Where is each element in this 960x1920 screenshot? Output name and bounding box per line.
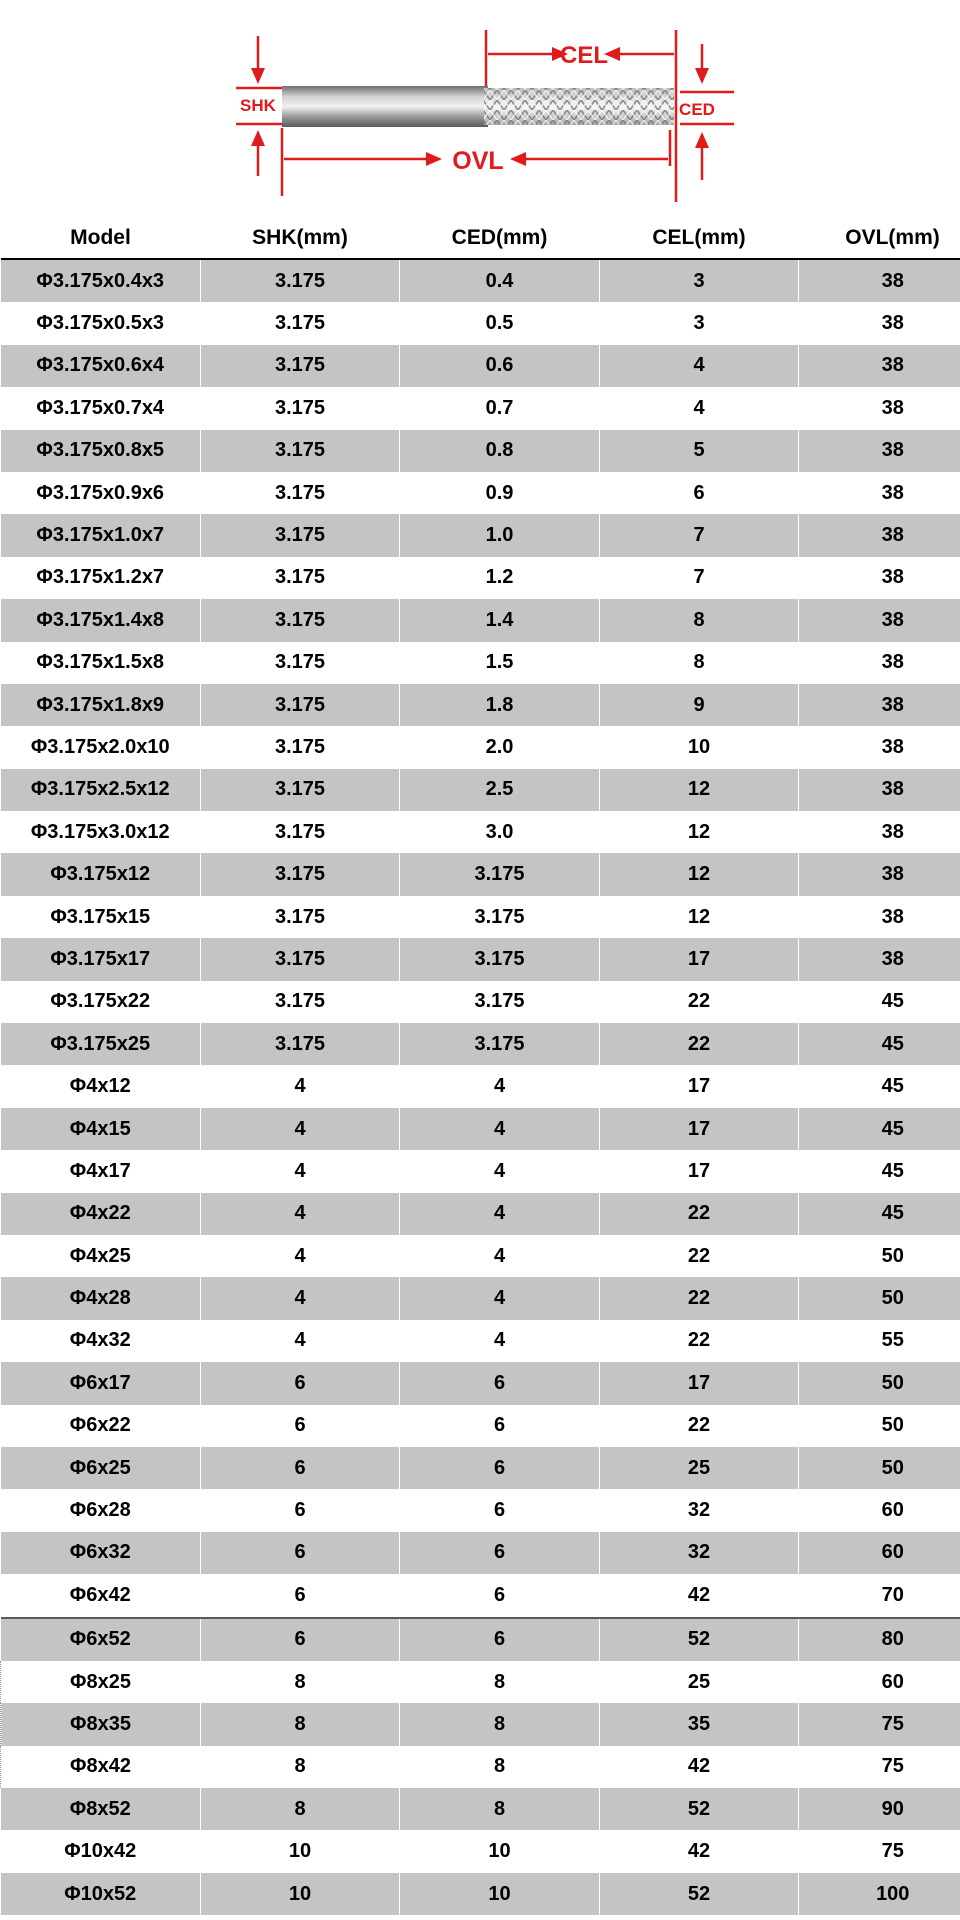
ovl-cell: 60 xyxy=(881,1499,904,1522)
cel-cell: 52 xyxy=(600,1873,799,1915)
shk-cell: 3.175 xyxy=(201,259,400,302)
table-row xyxy=(1,981,960,1023)
cel-cell: 7 xyxy=(600,514,799,556)
shk-cell: 3.175 xyxy=(201,599,400,641)
shk-cell: 4 xyxy=(201,1320,400,1362)
ced-cell: 1.2 xyxy=(400,557,600,599)
cel-cell: 35 xyxy=(600,1703,799,1745)
table-row xyxy=(1,1108,960,1150)
model-cell: Φ4x32 xyxy=(1,1320,201,1362)
table-row xyxy=(1,1065,960,1107)
ced-cell: 3.175 xyxy=(400,981,600,1023)
model-cell: Φ3.175x0.8x5 xyxy=(1,430,201,472)
ovl-cell: 55 xyxy=(881,1329,904,1352)
table-row xyxy=(1,896,960,938)
table-row xyxy=(1,302,960,344)
cel-cell: 3 xyxy=(600,302,799,344)
model-cell: Φ3.175x1.4x8 xyxy=(1,599,201,641)
table-row xyxy=(1,345,960,387)
ced-cell: 4 xyxy=(400,1065,600,1107)
table-row xyxy=(1,811,960,853)
ced-cell: 2.0 xyxy=(400,726,600,768)
model-cell: Φ8x42 xyxy=(1,1746,201,1788)
tool-flute-texture xyxy=(484,88,674,125)
cel-cell: 25 xyxy=(600,1661,799,1703)
model-cell: Φ6x52 xyxy=(1,1618,201,1661)
table-row xyxy=(1,514,960,556)
ced-cell: 4 xyxy=(400,1150,600,1192)
ovl-cell: 45 xyxy=(799,1023,960,1065)
cel-cell: 12 xyxy=(600,853,799,895)
ovl-cell: 38 xyxy=(799,430,960,472)
ovl-cell: 38 xyxy=(799,599,960,641)
ovl-cell: 38 xyxy=(881,651,904,674)
shk-cell: 8 xyxy=(201,1661,400,1703)
ovl-cell: 38 xyxy=(881,566,904,589)
model-cell: Φ3.175x0.5x3 xyxy=(1,302,201,344)
shk-cell: 3.175 xyxy=(201,642,400,684)
ovl-label: OVL xyxy=(452,147,504,175)
ced-cell: 8 xyxy=(400,1746,600,1788)
ovl-cell: 75 xyxy=(799,1746,960,1788)
table-row xyxy=(1,684,960,726)
header-ovl: OVL(mm) xyxy=(799,218,960,259)
ovl-cell: 38 xyxy=(881,735,904,758)
shk-cell: 3.175 xyxy=(201,684,400,726)
table-row xyxy=(1,1489,960,1531)
model-cell: Φ6x42 xyxy=(1,1574,201,1617)
model-cell: Φ8x52 xyxy=(1,1788,201,1830)
ced-cell: 4 xyxy=(400,1277,600,1319)
cel-cell: 42 xyxy=(600,1830,799,1872)
ovl-cell: 38 xyxy=(881,820,904,843)
ced-cell: 0.8 xyxy=(400,430,600,472)
shk-cell: 3.175 xyxy=(201,853,400,895)
model-cell: Φ3.175x2.0x10 xyxy=(1,726,201,768)
ced-cell: 0.4 xyxy=(400,259,600,302)
shk-label: SHK xyxy=(240,96,276,115)
ovl-cell: 38 xyxy=(799,769,960,811)
cel-cell: 3 xyxy=(600,259,799,302)
table-row xyxy=(1,1362,960,1404)
model-cell: Φ4x28 xyxy=(1,1277,201,1319)
shk-cell: 10 xyxy=(201,1873,400,1915)
model-cell: Φ6x17 xyxy=(1,1362,201,1404)
model-cell: Φ3.175x15 xyxy=(1,896,201,938)
table-row xyxy=(1,1661,960,1703)
table-row xyxy=(1,1703,960,1745)
cel-cell: 22 xyxy=(600,1405,799,1447)
ced-cell: 4 xyxy=(400,1320,600,1362)
ovl-cell: 38 xyxy=(799,853,960,895)
ovl-cell: 50 xyxy=(799,1277,960,1319)
ovl-cell: 38 xyxy=(799,345,960,387)
table-row xyxy=(1,1746,960,1788)
shk-cell: 3.175 xyxy=(201,387,400,429)
ced-cell: 3.0 xyxy=(400,811,600,853)
ced-cell: 0.6 xyxy=(400,345,600,387)
ced-cell: 3.175 xyxy=(400,938,600,980)
cel-cell: 22 xyxy=(600,1193,799,1235)
cel-cell: 8 xyxy=(600,599,799,641)
ced-cell: 4 xyxy=(400,1193,600,1235)
table-row xyxy=(1,1532,960,1574)
shk-cell: 4 xyxy=(201,1108,400,1150)
cel-cell: 22 xyxy=(600,1277,799,1319)
model-cell: Φ3.175x12 xyxy=(1,853,201,895)
shk-cell: 3.175 xyxy=(201,769,400,811)
model-cell: Φ3.175x2.5x12 xyxy=(1,769,201,811)
ovl-cell: 60 xyxy=(799,1661,960,1703)
shk-cell: 6 xyxy=(201,1405,400,1447)
table-row xyxy=(1,557,960,599)
cel-cell: 17 xyxy=(600,1150,799,1192)
cel-cell: 22 xyxy=(600,1320,799,1362)
ced-cell: 0.5 xyxy=(400,302,600,344)
table-row xyxy=(1,1235,960,1277)
model-cell: Φ3.175x0.7x4 xyxy=(1,387,201,429)
model-cell: Φ3.175x0.6x4 xyxy=(1,345,201,387)
ovl-cell: 38 xyxy=(881,312,904,335)
shk-cell: 3.175 xyxy=(201,430,400,472)
ced-cell: 10 xyxy=(400,1830,600,1872)
ced-cell: 6 xyxy=(400,1362,600,1404)
cel-cell: 5 xyxy=(600,430,799,472)
table-row xyxy=(1,1873,960,1915)
header-shk: SHK(mm) xyxy=(201,218,400,259)
table-row xyxy=(1,1618,960,1661)
table-row xyxy=(1,387,960,429)
model-cell: Φ3.175x1.0x7 xyxy=(1,514,201,556)
tool-shank xyxy=(282,86,488,127)
end-mill-dimension-diagram xyxy=(0,0,960,212)
ced-cell: 4 xyxy=(400,1108,600,1150)
ovl-cell: 75 xyxy=(799,1703,960,1745)
shk-cell: 4 xyxy=(201,1193,400,1235)
cel-cell: 25 xyxy=(600,1447,799,1489)
ced-cell: 0.7 xyxy=(400,387,600,429)
cel-cell: 32 xyxy=(600,1532,799,1574)
table-body xyxy=(1,259,960,1915)
model-cell: Φ10x42 xyxy=(1,1830,201,1872)
ovl-cell: 38 xyxy=(881,905,904,928)
cel-cell: 52 xyxy=(600,1618,799,1661)
shk-cell: 3.175 xyxy=(201,514,400,556)
ovl-cell: 38 xyxy=(881,481,904,504)
shk-cell: 8 xyxy=(201,1746,400,1788)
table-header-row xyxy=(1,218,960,259)
shk-cell: 4 xyxy=(201,1065,400,1107)
shk-cell: 6 xyxy=(201,1574,400,1617)
table-row xyxy=(1,1830,960,1872)
ced-cell: 1.4 xyxy=(400,599,600,641)
cel-cell: 17 xyxy=(600,1362,799,1404)
model-cell: Φ6x28 xyxy=(1,1489,201,1531)
ovl-cell: 50 xyxy=(881,1244,904,1267)
cel-cell: 42 xyxy=(600,1746,799,1788)
shk-cell: 3.175 xyxy=(201,472,400,514)
ovl-cell: 45 xyxy=(799,1108,960,1150)
cel-cell: 6 xyxy=(600,472,799,514)
ovl-cell: 38 xyxy=(799,514,960,556)
ovl-cell: 38 xyxy=(881,396,904,419)
model-cell: Φ4x12 xyxy=(1,1065,201,1107)
model-cell: Φ3.175x0.4x3 xyxy=(1,259,201,302)
table-row xyxy=(1,1150,960,1192)
model-cell: Φ6x32 xyxy=(1,1532,201,1574)
shk-cell: 4 xyxy=(201,1277,400,1319)
table-row xyxy=(1,1447,960,1489)
ced-cell: 8 xyxy=(400,1661,600,1703)
ovl-cell: 45 xyxy=(881,990,904,1013)
cel-cell: 22 xyxy=(600,1235,799,1277)
table-row xyxy=(1,1788,960,1830)
ced-cell: 6 xyxy=(400,1447,600,1489)
cel-cell: 12 xyxy=(600,811,799,853)
cel-cell: 4 xyxy=(600,387,799,429)
ovl-cell: 45 xyxy=(881,1159,904,1182)
cel-cell: 12 xyxy=(600,769,799,811)
model-cell: Φ3.175x25 xyxy=(1,1023,201,1065)
table-row xyxy=(1,599,960,641)
table-row xyxy=(1,1277,960,1319)
model-cell: Φ4x22 xyxy=(1,1193,201,1235)
shk-cell: 3.175 xyxy=(201,981,400,1023)
model-cell: Φ8x25 xyxy=(1,1661,201,1703)
cel-cell: 17 xyxy=(600,1108,799,1150)
ced-cell: 2.5 xyxy=(400,769,600,811)
model-cell: Φ4x17 xyxy=(1,1150,201,1192)
ced-label: CED xyxy=(679,100,715,119)
cel-label: CEL xyxy=(560,42,608,69)
model-cell: Φ10x52 xyxy=(1,1873,201,1915)
shk-cell: 6 xyxy=(201,1362,400,1404)
model-cell: Φ3.175x1.2x7 xyxy=(1,557,201,599)
ovl-cell: 45 xyxy=(799,1193,960,1235)
cel-cell: 7 xyxy=(600,557,799,599)
cel-cell: 9 xyxy=(600,684,799,726)
table-row xyxy=(1,1320,960,1362)
ovl-cell: 50 xyxy=(799,1362,960,1404)
model-cell: Φ3.175x0.9x6 xyxy=(1,472,201,514)
cel-cell: 22 xyxy=(600,1023,799,1065)
ced-cell: 3.175 xyxy=(400,896,600,938)
table-row xyxy=(1,853,960,895)
cel-cell: 52 xyxy=(600,1788,799,1830)
ovl-cell: 60 xyxy=(799,1532,960,1574)
ced-cell: 8 xyxy=(400,1788,600,1830)
end-mill-tool xyxy=(282,86,674,127)
ced-cell: 6 xyxy=(400,1489,600,1531)
model-cell: Φ3.175x17 xyxy=(1,938,201,980)
shk-cell: 4 xyxy=(201,1150,400,1192)
shk-cell: 4 xyxy=(201,1235,400,1277)
ovl-cell: 38 xyxy=(799,684,960,726)
cel-cell: 12 xyxy=(600,896,799,938)
shk-cell: 3.175 xyxy=(201,811,400,853)
shk-cell: 8 xyxy=(201,1703,400,1745)
shk-cell: 6 xyxy=(201,1618,400,1661)
table-row xyxy=(1,1405,960,1447)
table-row xyxy=(1,1023,960,1065)
cel-cell: 17 xyxy=(600,938,799,980)
cel-cell: 10 xyxy=(600,726,799,768)
cel-cell: 17 xyxy=(600,1065,799,1107)
ced-cell: 6 xyxy=(400,1532,600,1574)
shk-cell: 10 xyxy=(201,1830,400,1872)
ovl-cell: 75 xyxy=(881,1840,904,1863)
ovl-cell: 90 xyxy=(799,1788,960,1830)
model-cell: Φ6x25 xyxy=(1,1447,201,1489)
model-cell: Φ4x25 xyxy=(1,1235,201,1277)
table-row xyxy=(1,769,960,811)
model-cell: Φ6x22 xyxy=(1,1405,201,1447)
ovl-cell: 80 xyxy=(799,1618,960,1661)
ced-cell: 4 xyxy=(400,1235,600,1277)
shk-cell: 6 xyxy=(201,1532,400,1574)
shk-cell: 6 xyxy=(201,1489,400,1531)
ovl-cell: 45 xyxy=(881,1075,904,1098)
ovl-cell: 50 xyxy=(799,1447,960,1489)
shk-cell: 3.175 xyxy=(201,557,400,599)
cel-cell: 8 xyxy=(600,642,799,684)
model-cell: Φ3.175x1.8x9 xyxy=(1,684,201,726)
ovl-cell: 100 xyxy=(799,1873,960,1915)
ced-cell: 3.175 xyxy=(400,853,600,895)
cel-cell: 22 xyxy=(600,981,799,1023)
ced-cell: 10 xyxy=(400,1873,600,1915)
model-cell: Φ3.175x3.0x12 xyxy=(1,811,201,853)
ced-cell: 0.9 xyxy=(400,472,600,514)
cel-cell: 4 xyxy=(600,345,799,387)
table-row xyxy=(1,472,960,514)
ced-cell: 1.0 xyxy=(400,514,600,556)
header-cel: CEL(mm) xyxy=(600,218,799,259)
ced-cell: 6 xyxy=(400,1618,600,1661)
ced-cell: 6 xyxy=(400,1574,600,1617)
table-row xyxy=(1,726,960,768)
header-model: Model xyxy=(1,218,201,259)
shk-cell: 3.175 xyxy=(201,345,400,387)
shk-cell: 3.175 xyxy=(201,896,400,938)
table-row xyxy=(1,1193,960,1235)
cel-cell: 42 xyxy=(600,1574,799,1617)
table-row xyxy=(1,642,960,684)
shk-cell: 6 xyxy=(201,1447,400,1489)
model-cell: Φ3.175x1.5x8 xyxy=(1,642,201,684)
table-row xyxy=(1,430,960,472)
specification-table xyxy=(0,218,960,1915)
table-row xyxy=(1,259,960,302)
model-cell: Φ8x35 xyxy=(1,1703,201,1745)
ced-cell: 3.175 xyxy=(400,1023,600,1065)
table-row xyxy=(1,1574,960,1617)
ovl-cell: 70 xyxy=(881,1583,904,1606)
ced-cell: 1.5 xyxy=(400,642,600,684)
shk-cell: 3.175 xyxy=(201,302,400,344)
ovl-cell: 50 xyxy=(881,1414,904,1437)
model-cell: Φ3.175x22 xyxy=(1,981,201,1023)
ced-cell: 1.8 xyxy=(400,684,600,726)
cel-cell: 32 xyxy=(600,1489,799,1531)
shk-cell: 3.175 xyxy=(201,726,400,768)
table-row xyxy=(1,938,960,980)
header-ced: CED(mm) xyxy=(400,218,600,259)
ced-cell: 6 xyxy=(400,1405,600,1447)
shk-cell: 3.175 xyxy=(201,1023,400,1065)
ovl-cell: 38 xyxy=(799,938,960,980)
ced-cell: 8 xyxy=(400,1703,600,1745)
model-cell: Φ4x15 xyxy=(1,1108,201,1150)
ovl-cell: 38 xyxy=(799,259,960,302)
shk-cell: 3.175 xyxy=(201,938,400,980)
shk-cell: 8 xyxy=(201,1788,400,1830)
